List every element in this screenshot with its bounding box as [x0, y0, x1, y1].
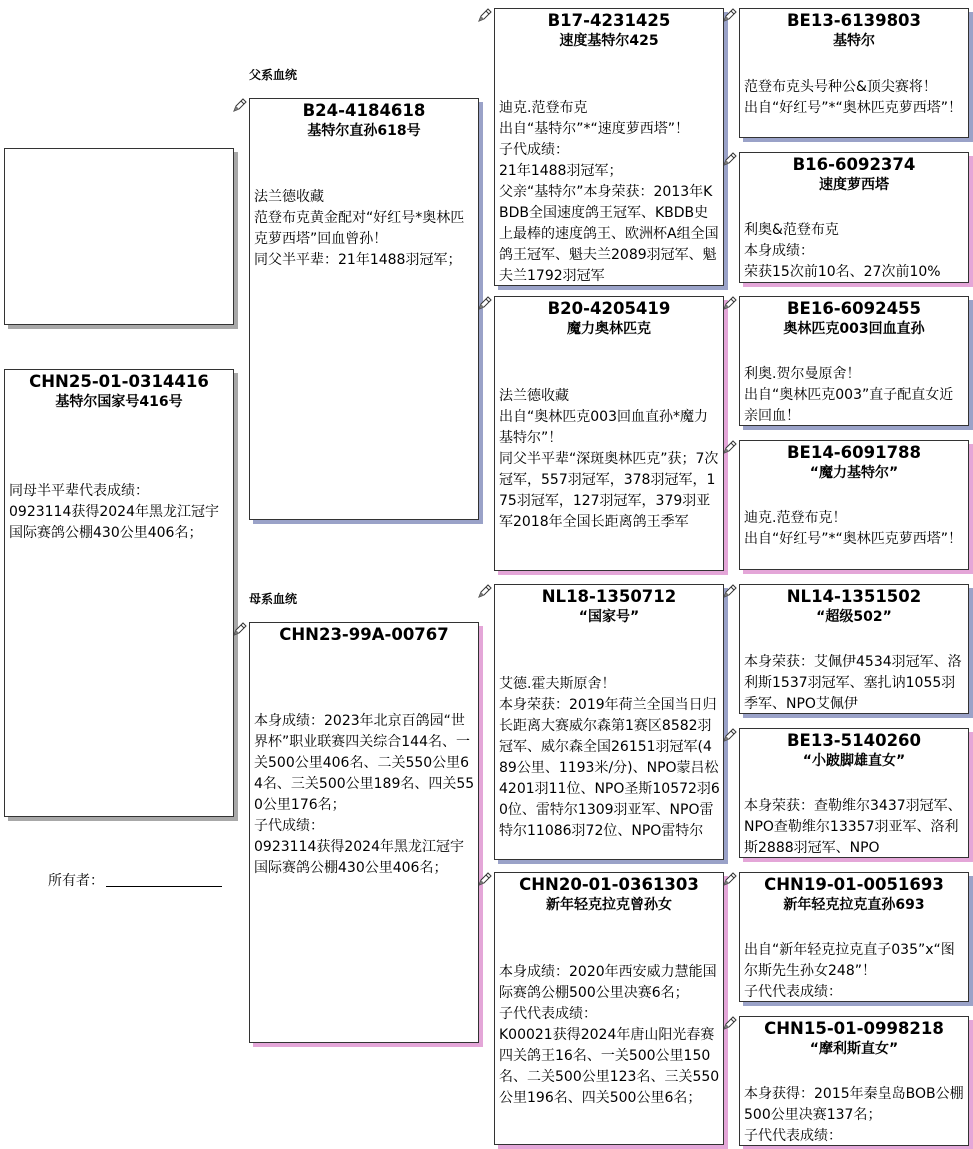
- photo-box: [4, 148, 234, 325]
- edit-icon[interactable]: [723, 728, 737, 742]
- edit-icon[interactable]: [478, 296, 492, 310]
- dam-sire-ring: NL18-1350712: [541, 587, 677, 606]
- ddd-desc: 本身获得：2015年秦皇岛BOB公棚500公里决赛137名； 子代代表成绩：: [744, 1086, 964, 1144]
- sire-sire-name: 速度基特尔425: [559, 33, 659, 49]
- dam-line-label: 母系血统: [249, 592, 298, 606]
- dsd-desc: 本身荣获：查勒维尔3437羽冠军、NPO查勒维尔13357羽亚军、洛利斯2888羽冠军、NPO: [744, 798, 962, 856]
- sire-sire-desc: 迪克.范登布克 出自“基特尔”*“速度萝西塔”！ 子代成绩： 21年1488羽冠军； 父亲“基特尔”本身荣获：2013年KBDB全国速度鸽王冠军、KBDB史上最棒的速度鸽王、欧洲杯A组全国鸽王冠军、魁夫兰2089羽冠军、魁夫兰1792羽冠军: [499, 100, 719, 284]
- dam-ring: CHN23-99A-00767: [279, 625, 449, 644]
- ddd-ring: CHN15-01-0998218: [764, 1019, 944, 1038]
- sdd-desc: 迪克.范登布克！ 出自“好红号”*“奥林匹克萝西塔”！: [744, 510, 963, 547]
- sire-desc: 法兰德收藏 范登布克黄金配对“好红号*奥林匹克萝西塔”回血曾孙！ 同父半平辈：21年1488羽冠军；: [254, 189, 465, 268]
- ssd-ring: B16-6092374: [792, 155, 916, 174]
- dsd-ring: BE13-5140260: [786, 731, 922, 750]
- dam-dam-card: [494, 872, 724, 1145]
- sire-card: [249, 98, 479, 520]
- ddd-card: [739, 1016, 969, 1146]
- subject-ring: CHN25-01-0314416: [29, 372, 209, 391]
- dss-desc: 本身荣获：艾佩伊4534羽冠军、洛利斯1537羽冠军、塞扎讷1055羽季军、NPO艾佩伊: [744, 654, 962, 712]
- owner-label: 所有者：: [48, 873, 104, 889]
- edit-icon[interactable]: [723, 8, 737, 22]
- edit-icon[interactable]: [723, 872, 737, 886]
- dds-card: [739, 872, 969, 1002]
- edit-icon[interactable]: [723, 296, 737, 310]
- edit-icon[interactable]: [478, 8, 492, 22]
- sdd-name: “魔力基特尔”: [809, 465, 899, 481]
- owner-line: [106, 886, 222, 887]
- dam-card: [249, 622, 479, 1043]
- dam-sire-name: “国家号”: [578, 609, 640, 625]
- ssd-card: [739, 152, 969, 283]
- sire-dam-desc: 法兰德收藏 出自“奥林匹克003回血直孙*魔力基特尔”！ 同父半平辈“深斑奥林匹克”获；7次冠军，557羽冠军，378羽冠军，175羽冠军，127羽冠军，379羽亚军2018年全国长距离鸽王季军: [499, 388, 719, 530]
- dss-name: “超级502”: [816, 609, 892, 625]
- sire-dam-name: 魔力奥林匹克: [567, 321, 651, 337]
- sds-card: [739, 296, 969, 426]
- edit-icon[interactable]: [723, 152, 737, 166]
- sire-sire-card: [494, 8, 724, 286]
- dds-name: 新年轻克拉克直孙693: [783, 897, 925, 913]
- dss-ring: NL14-1351502: [786, 587, 922, 606]
- dam-desc: 本身成绩：2023年北京百鸽园“世界杯”职业联赛四关综合144名、一关500公里406名、二关550公里64名、三关500公里189名、四关550公里176名； 子代成绩： 0923114获得2024年黑龙江冠宇国际赛鸽公棚430公里406名；: [254, 713, 475, 876]
- sss-ring: BE13-6139803: [786, 11, 922, 30]
- dsd-card: [739, 728, 969, 858]
- owner-field: [48, 870, 222, 890]
- sire-dam-ring: B20-4205419: [547, 299, 671, 318]
- dam-sire-desc: 艾德.霍夫斯原舍！ 本身荣获：2019年荷兰全国当日归长距离大赛威尔森第1赛区8582羽冠军、威尔森全国26151羽冠军(489公里、1193米/分)、NPO蒙吕松4201羽11位、NPO圣斯10572羽60位、雷特尔1309羽亚军、NPO雷特尔11086羽72位、NPO雷特尔: [499, 676, 720, 839]
- dam-dam-name: 新年轻克拉克曾孙女: [546, 897, 672, 913]
- edit-icon[interactable]: [478, 872, 492, 886]
- ssd-name: 速度萝西塔: [819, 177, 889, 193]
- sss-card: [739, 8, 969, 138]
- edit-icon[interactable]: [723, 584, 737, 598]
- dss-card: [739, 584, 969, 714]
- sire-dam-card: [494, 296, 724, 571]
- sdd-card: [739, 440, 969, 570]
- sdd-ring: BE14-6091788: [786, 443, 922, 462]
- sss-name: 基特尔: [833, 33, 875, 49]
- subject-card: [4, 369, 234, 817]
- edit-icon[interactable]: [233, 622, 247, 636]
- edit-icon[interactable]: [723, 1016, 737, 1030]
- dam-sire-card: [494, 584, 724, 860]
- dam-dam-ring: CHN20-01-0361303: [519, 875, 699, 894]
- sire-ring: B24-4184618: [302, 101, 426, 120]
- sds-ring: BE16-6092455: [786, 299, 922, 318]
- edit-icon[interactable]: [723, 440, 737, 454]
- ddd-name: “摩利斯直女”: [809, 1041, 899, 1057]
- ssd-desc: 利奥&范登布克 本身成绩： 荣获15次前10名、27次前10%: [744, 222, 941, 280]
- sire-line-label: 父系血统: [249, 68, 298, 82]
- edit-icon[interactable]: [233, 98, 247, 112]
- sds-desc: 利奥.贺尔曼原舍！ 出自“奥林匹克003”直子配直女近亲回血！: [744, 366, 954, 424]
- dds-ring: CHN19-01-0051693: [764, 875, 944, 894]
- edit-icon[interactable]: [478, 584, 492, 598]
- dsd-name: “小跛脚雄直女”: [802, 753, 906, 769]
- dam-dam-desc: 本身成绩：2020年西安威力慧能国际赛鸽公棚500公里决赛6名； 子代代表成绩： K00021获得2024年唐山阳光春赛四关鸽王16名、一关500公里150名、二关500公里123名、三关550公里196名、四关500公里6名；: [499, 964, 720, 1106]
- subject-name: 基特尔国家号416号: [55, 394, 183, 410]
- sss-desc: 范登布克头号种公&顶尖赛将！ 出自“好红号”*“奥林匹克萝西塔”！: [744, 79, 963, 116]
- sire-sire-ring: B17-4231425: [547, 11, 671, 30]
- sds-name: 奥林匹克003回血直孙: [783, 321, 925, 337]
- sire-name: 基特尔直孙618号: [307, 123, 421, 139]
- dds-desc: 出自“新年轻克拉克直子035”x“图尔斯先生孙女248”！ 子代代表成绩：: [744, 942, 955, 1000]
- subject-desc: 同母半平辈代表成绩： 0923114获得2024年黑龙江冠宇国际赛鸽公棚430公里406名；: [9, 483, 219, 541]
